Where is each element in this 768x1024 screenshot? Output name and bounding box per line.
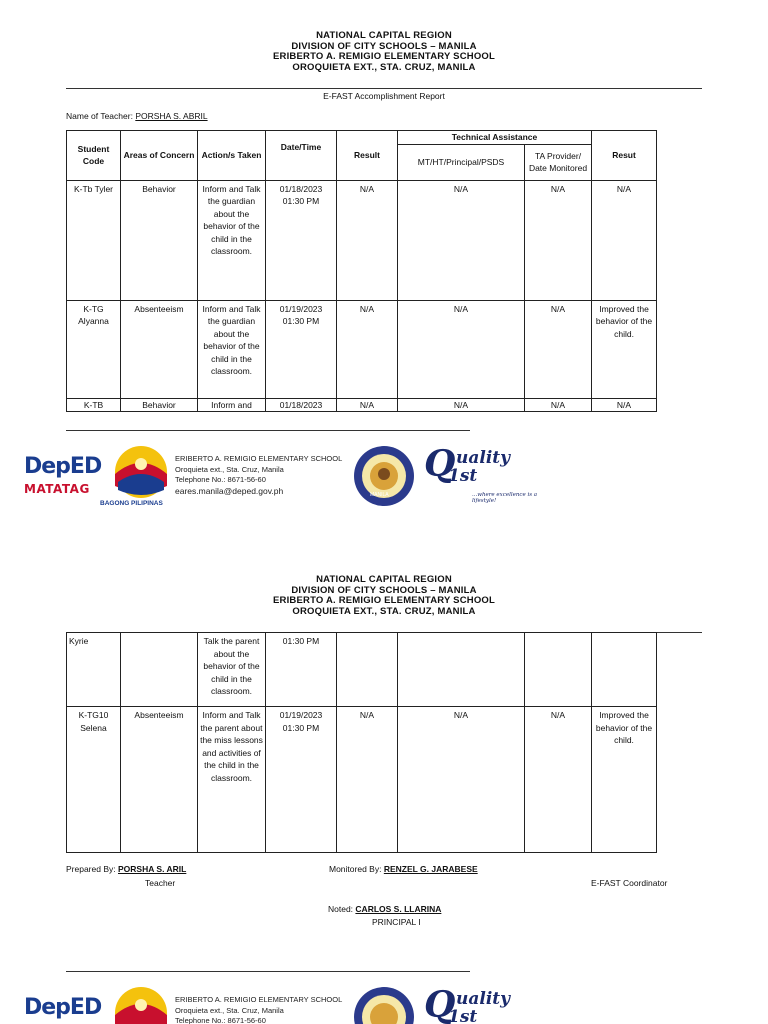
- school-seal-icon: [352, 985, 416, 1024]
- header-line-division: DIVISION OF CITY SCHOOLS – MANILA: [291, 584, 477, 596]
- cell-ta: N/A: [525, 180, 592, 300]
- cell-mt: [398, 633, 525, 707]
- cell-code: K-TB: [67, 398, 121, 412]
- footer-school: ERIBERTO A. REMIGIO ELEMENTARY SCHOOL: [175, 995, 343, 1004]
- footer-school: ERIBERTO A. REMIGIO ELEMENTARY SCHOOL: [175, 454, 343, 463]
- quality-text: uality: [456, 448, 511, 468]
- cell-resut: Improved the behavior of the child.: [592, 707, 657, 853]
- monitored-role: E-FAST Coordinator: [591, 878, 668, 888]
- cell-date: 01/18/2023: [266, 398, 337, 412]
- prepared-role: Teacher: [145, 878, 176, 888]
- cell-area: Absenteeism: [121, 707, 198, 853]
- cell-code: K-TG10 Selena: [67, 707, 121, 853]
- cell-resut: [592, 633, 657, 707]
- footer-letterhead-page2: [22, 985, 562, 1024]
- footer-address: Oroquieta ext., Sta. Cruz, Manila: [175, 1005, 284, 1015]
- col-datetime: Date/Time: [266, 131, 337, 181]
- cell-date: 01:30 PM: [266, 633, 337, 707]
- footer-email: eares.manila@deped.gov.ph: [175, 485, 284, 496]
- monitored-label: Monitored By:: [329, 864, 382, 874]
- prepared-name: PORSHA S. ARIL: [118, 864, 187, 874]
- monitored-by: [329, 864, 478, 874]
- cell-ta: [525, 633, 592, 707]
- col-student-code: Student Code: [67, 131, 121, 181]
- header-block-page2: [0, 575, 768, 617]
- footer-rule: [66, 430, 470, 431]
- header-line-school: ERIBERTO A. REMIGIO ELEMENTARY SCHOOL: [272, 51, 496, 62]
- cell-result: [337, 633, 398, 707]
- deped-logo: DepED: [24, 454, 102, 479]
- header-line-region: NATIONAL CAPITAL REGION: [316, 30, 452, 41]
- cell-ta: N/A: [525, 707, 592, 853]
- table-row: [67, 300, 657, 398]
- prepared-label: Prepared By:: [66, 864, 116, 874]
- cell-resut: Improved the behavior of the child.: [592, 300, 657, 398]
- col-actions: Action/s Taken: [198, 131, 266, 181]
- footer-phone: Telephone No.: 8671-56-60: [175, 475, 266, 484]
- cell-area: Behavior: [121, 180, 198, 300]
- table-row: [67, 398, 657, 412]
- cell-action: Inform and Talk the guardian about the behavior of the child in the classroom.: [198, 300, 266, 398]
- cell-ta: N/A: [525, 300, 592, 398]
- cell-date: 01/19/2023 01:30 PM: [266, 300, 337, 398]
- school-seal-icon: [352, 444, 416, 508]
- matatag-logo: MATATAG: [24, 482, 90, 496]
- table-row: [67, 633, 657, 707]
- header-line-address: OROQUIETA EXT., STA. CRUZ, MANILA: [292, 605, 476, 617]
- cell-resut: N/A: [592, 398, 657, 412]
- first-text: 1st: [448, 1007, 478, 1024]
- monitored-name: RENZEL G. JARABESE: [383, 864, 478, 874]
- quality-q-icon: Q: [424, 985, 456, 1024]
- report-title: E-FAST Accomplishment Report: [323, 91, 445, 101]
- bagong-pilipinas-logo-icon: [106, 444, 176, 500]
- table-row: [67, 180, 657, 300]
- cell-mt: N/A: [398, 300, 525, 398]
- header-line-address: OROQUIETA EXT., STA. CRUZ, MANILA: [292, 61, 476, 73]
- seal-label: MANILA: [370, 492, 389, 498]
- cell-code: Kyrie: [67, 633, 121, 707]
- header-line-region: NATIONAL CAPITAL REGION: [316, 574, 452, 585]
- cell-mt: N/A: [398, 707, 525, 853]
- cell-result: N/A: [337, 398, 398, 412]
- col-resut: Resut: [592, 131, 657, 181]
- header-line-school: ERIBERTO A. REMIGIO ELEMENTARY SCHOOL: [272, 595, 496, 606]
- accomplishment-table-continued: [66, 632, 657, 853]
- cell-mt: N/A: [398, 180, 525, 300]
- header-line-division: DIVISION OF CITY SCHOOLS – MANILA: [291, 40, 477, 52]
- col-technical: Technical Assistance: [398, 131, 592, 145]
- cell-area: [121, 633, 198, 707]
- header-rule: [66, 88, 702, 89]
- cell-result: N/A: [337, 707, 398, 853]
- noted-name: CARLOS S. LLARINA: [355, 904, 442, 914]
- footer-address-block: [175, 995, 342, 1024]
- col-ta: TA Provider/ Date Monitored: [525, 144, 592, 180]
- cell-resut: N/A: [592, 180, 657, 300]
- deped-logo: DepED: [24, 995, 102, 1020]
- accomplishment-table: [66, 130, 657, 412]
- footer-rule-page2: [66, 971, 470, 972]
- quality-q-icon: Q: [424, 443, 456, 485]
- cell-action: Talk the parent about the behavior of the child in the classroom.: [198, 633, 266, 707]
- cell-action: Inform and Talk the guardian about the behavior of the child in the classroom.: [198, 180, 266, 300]
- bagong-pilipinas-logo-icon: [106, 985, 176, 1024]
- col-result: Result: [337, 131, 398, 181]
- footer-address-block: [175, 454, 342, 496]
- header-block: [0, 31, 768, 73]
- teacher-label: Name of Teacher:: [66, 111, 133, 121]
- footer-phone: Telephone No.: 8671-56-60: [175, 1016, 266, 1024]
- cell-code: K-TG Alyanna: [67, 300, 121, 398]
- teacher-line: [66, 111, 208, 121]
- cell-mt: N/A: [398, 398, 525, 412]
- footer-address: Oroquieta ext., Sta. Cruz, Manila: [175, 464, 284, 474]
- col-mt: MT/HT/Principal/PSDS: [398, 144, 525, 180]
- noted-by: [328, 904, 441, 914]
- table-row: [67, 707, 657, 853]
- first-text: 1st: [448, 466, 478, 486]
- cell-result: N/A: [337, 300, 398, 398]
- noted-label: Noted:: [328, 904, 354, 914]
- bagong-pilipinas-text: BAGONG PILIPINAS: [100, 500, 163, 507]
- col-areas: Areas of Concern: [121, 131, 198, 181]
- teacher-name: PORSHA S. ABRIL: [135, 111, 208, 121]
- prepared-by: [66, 864, 186, 874]
- cell-result: N/A: [337, 180, 398, 300]
- cell-area: Absenteeism: [121, 300, 198, 398]
- footer-letterhead: [22, 444, 562, 514]
- cell-date: 01/18/2023 01:30 PM: [266, 180, 337, 300]
- quality-tagline: ...where excellence is a lifestyle!: [472, 492, 538, 504]
- cell-date: 01/19/2023 01:30 PM: [266, 707, 337, 853]
- cell-ta: N/A: [525, 398, 592, 412]
- cell-action: Inform and: [198, 398, 266, 412]
- noted-role: PRINCIPAL I: [372, 917, 421, 927]
- cell-area: Behavior: [121, 398, 198, 412]
- header-rule-page2: [656, 632, 702, 633]
- quality-text: uality: [456, 989, 511, 1009]
- cell-action: Inform and Talk the parent about the miss lessons and activities of the child in the classroom.: [198, 707, 266, 853]
- cell-code: K-Tb Tyler: [67, 180, 121, 300]
